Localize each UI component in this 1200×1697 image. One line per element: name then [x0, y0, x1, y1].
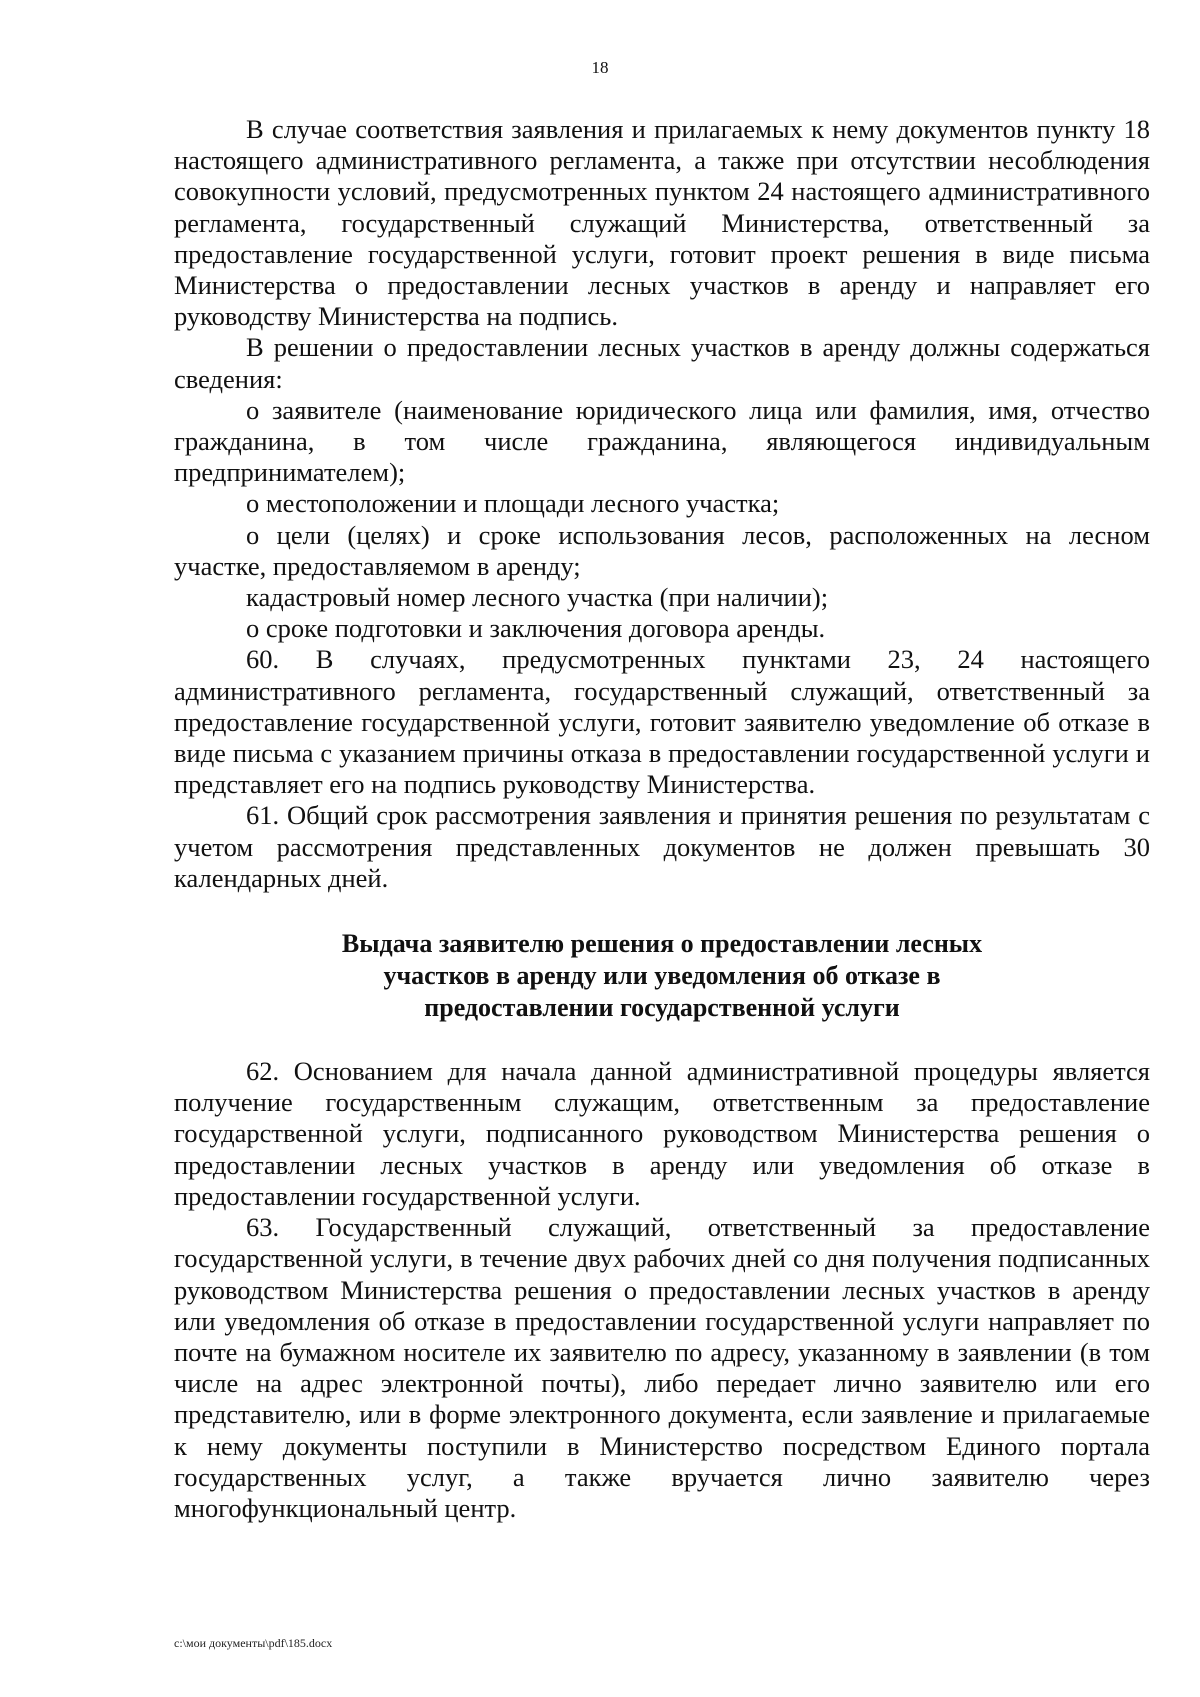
list-item-purpose: о цели (целях) и сроке использования лесов, расположенных на лесном участке, предоставляемом в аренду;	[174, 519, 1150, 581]
paragraph-decision-preparation: В случае соответствия заявления и прилагаемых к нему документов пункту 18 настоящего административного регламента, а также при отсутствии несоблюдения совокупности условий, предусмотренных пунктом 24 настоящего административного регламента, государственный служащий Министерства, ответственный за предоставление государственной услуги, готовит проект решения в виде письма Министерства о предоставлении лесных участков в аренду и направляет его руководству Министерства на подпись.	[174, 114, 1150, 332]
page-number: 18	[591, 58, 609, 77]
heading-line-2: участков в аренду или уведомления об отказе в	[383, 961, 941, 991]
paragraph-60: 60. В случаях, предусмотренных пунктами 23, 24 настоящего административного регламента, государственный служащий, ответственный за предоставление государственной услуги, готовит заявителю уведомление об отказе в виде письма с указанием причины отказа в предоставлении государственной услуги и представляет его на подпись руководству Министерства.	[174, 644, 1150, 800]
paragraph-63: 63. Государственный служащий, ответственный за предоставление государственной услуги, в течение двух рабочих дней со дня получения подписанных руководством Министерства решения о предоставлении лесных участков в аренду или уведомления об отказе в предоставлении государственной услуги направляет по почте на бумажном носителе их заявителю по адресу, указанному в заявлении (в том числе на адрес электронной почты), либо передает лично заявителю или его представителю, или в форме электронного документа, если заявление и прилагаемые к нему документы поступили в Министерство посредством Единого портала государственных услуг, а также вручается лично заявителю через многофункциональный центр.	[174, 1212, 1150, 1523]
paragraph-61: 61. Общий срок рассмотрения заявления и принятия решения по результатам с учетом рассмотрения представленных документов не должен превышать 30 календарных дней.	[174, 800, 1150, 893]
paragraph-62: 62. Основанием для начала данной административной процедуры является получение государственным служащим, ответственным за предоставление государственной услуги, подписанного руководством Министерства решения о предоставлении лесных участков в аренду или уведомления об отказе в предоставлении государственной услуги.	[174, 1056, 1150, 1211]
section-heading	[174, 928, 1150, 1024]
list-item-location: о местоположении и площади лесного участка;	[246, 488, 780, 519]
list-item-applicant: о заявителе (наименование юридического лица или фамилия, имя, отчество гражданина, в том числе гражданина, являющегося индивидуальным предпринимателем);	[174, 394, 1150, 488]
footer-file-path: c:\мои документы\pdf\185.docx	[174, 1636, 333, 1650]
list-item-contract-term: о сроке подготовки и заключения договора аренды.	[246, 613, 826, 644]
heading-line-1: Выдача заявителю решения о предоставлении лесных	[341, 929, 983, 959]
list-item-cadastral: кадастровый номер лесного участка (при наличии);	[246, 582, 829, 613]
heading-line-3: предоставлении государственной услуги	[424, 993, 900, 1023]
document-body	[174, 114, 1150, 1524]
paragraph-decision-contents: В решении о предоставлении лесных участков в аренду должны содержаться сведения:	[174, 332, 1150, 394]
